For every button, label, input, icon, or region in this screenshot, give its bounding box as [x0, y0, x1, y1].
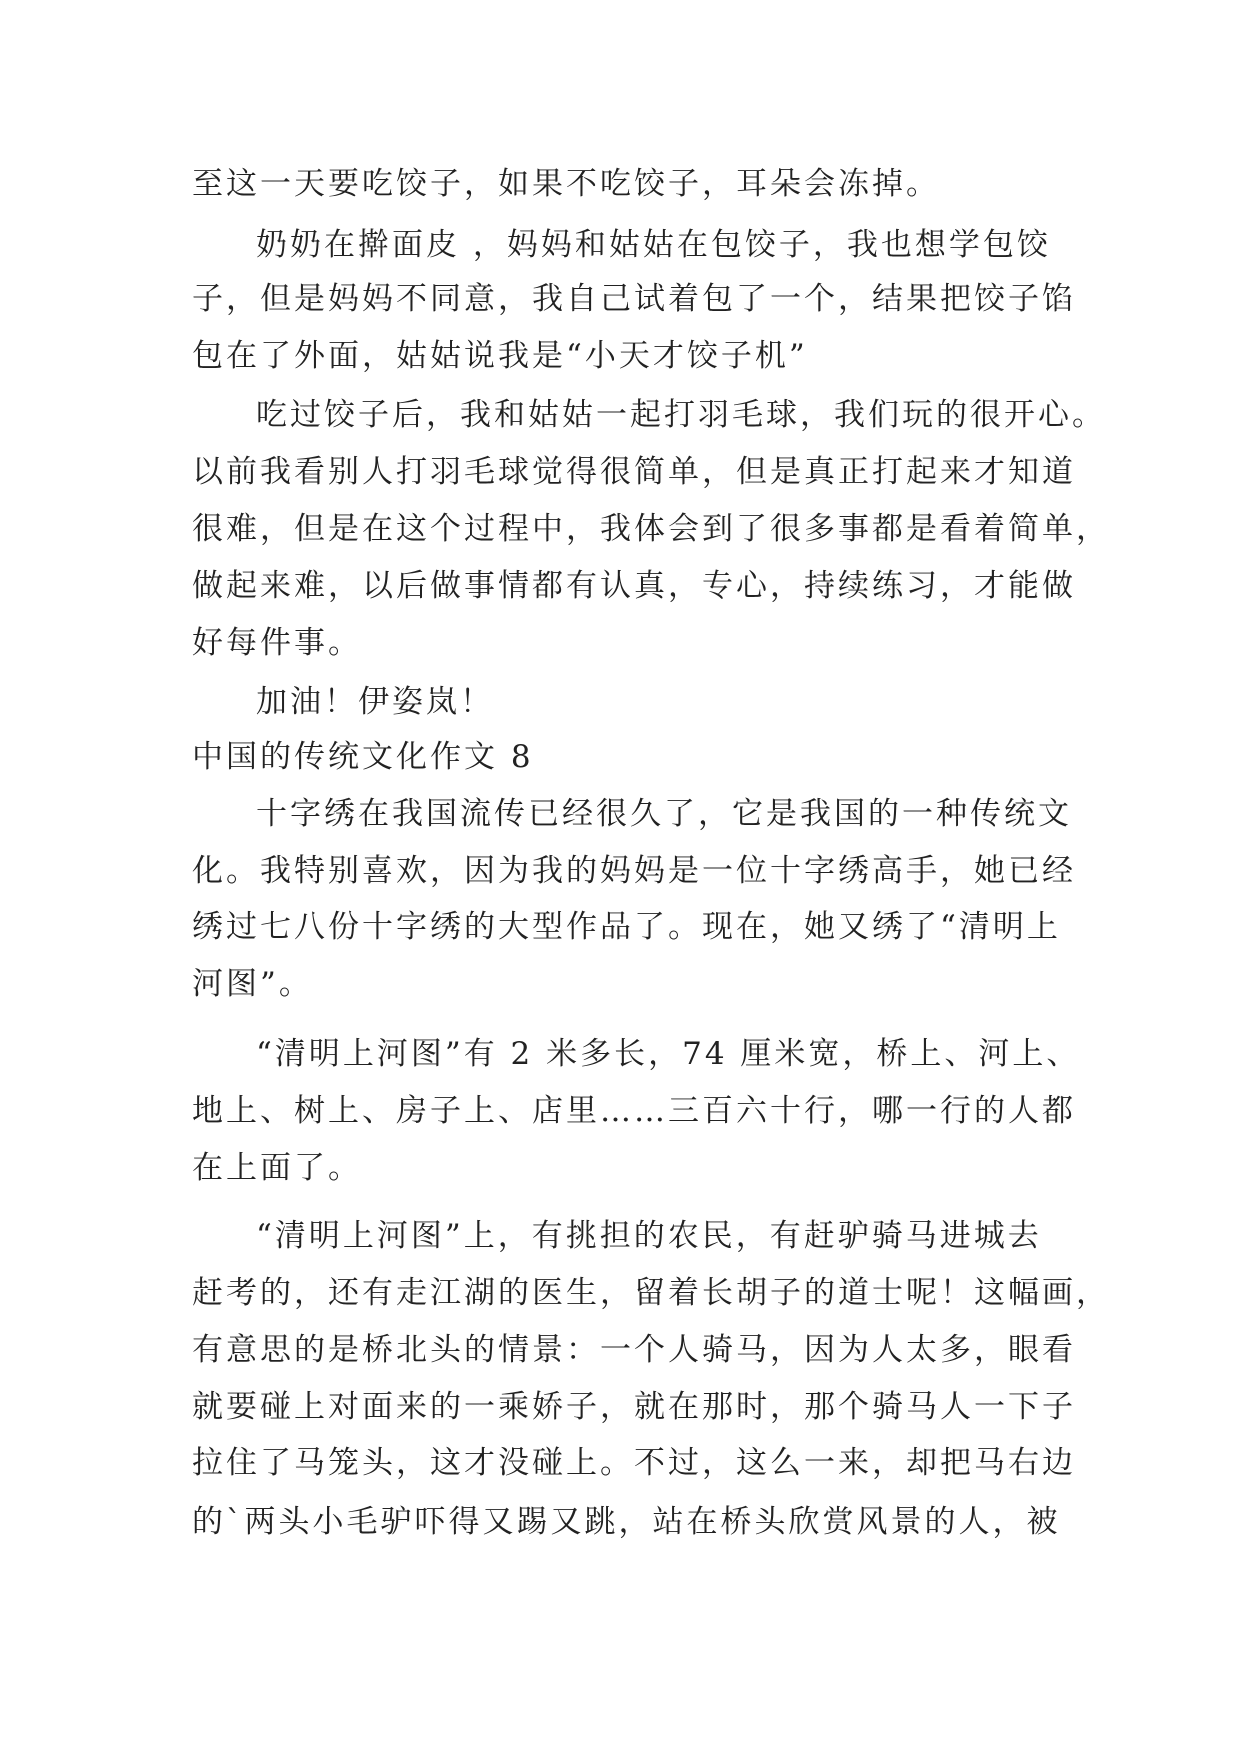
text-line: 就要碰上对面来的一乘娇子，就在那时，那个骑马人一下子: [192, 1389, 1076, 1425]
text-line: 的`两头小毛驴吓得又踢又跳，站在桥头欣赏风景的人，被: [192, 1504, 1061, 1540]
text-line: 包在了外面，姑姑说我是“小天才饺子机”: [192, 338, 808, 374]
text-line: 子，但是妈妈不同意，我自己试着包了一个，结果把饺子馅: [192, 281, 1076, 317]
text-line: 河图”。: [192, 966, 313, 1002]
paragraph-start: 奶奶在擀面皮 ，妈妈和姑姑在包饺子，我也想学包饺: [256, 227, 1051, 263]
paragraph-start: 吃过饺子后，我和姑姑一起打羽毛球，我们玩的很开心。: [256, 397, 1106, 433]
paragraph-start: “清明上河图”有 2 米多长，74 厘米宽，桥上、河上、: [256, 1036, 1081, 1072]
text-line: 很难，但是在这个过程中，我体会到了很多事都是看着简单，: [192, 511, 1110, 547]
text-line: 至这一天要吃饺子，如果不吃饺子，耳朵会冻掉。: [192, 166, 940, 202]
text-line: 地上、树上、房子上、店里……三百六十行，哪一行的人都: [192, 1093, 1076, 1129]
paragraph-start: 十字绣在我国流传已经很久了，它是我国的一种传统文: [256, 796, 1072, 832]
text-line: 有意思的是桥北头的情景：一个人骑马，因为人太多，眼看: [192, 1332, 1076, 1368]
paragraph-start: 加油！伊姿岚！: [256, 684, 494, 720]
text-line: 以前我看别人打羽毛球觉得很简单，但是真正打起来才知道: [192, 454, 1076, 490]
paragraph-start: “清明上河图”上，有挑担的农民，有赶驴骑马进城去: [256, 1218, 1042, 1254]
text-line: 在上面了。: [192, 1150, 362, 1186]
text-line: 化。我特别喜欢，因为我的妈妈是一位十字绣高手，她已经: [192, 853, 1076, 889]
text-line: 好每件事。: [192, 625, 362, 661]
text-line: 拉住了马笼头，这才没碰上。不过，这么一来，却把马右边: [192, 1445, 1076, 1481]
text-line: 赶考的，还有走江湖的医生，留着长胡子的道士呢！这幅画，: [192, 1275, 1110, 1311]
text-line: 做起来难，以后做事情都有认真，专心，持续练习，才能做: [192, 568, 1076, 604]
section-title: 中国的传统文化作文 8: [192, 739, 534, 775]
text-line: 绣过七八份十字绣的大型作品了。现在，她又绣了“清明上: [192, 909, 1061, 945]
